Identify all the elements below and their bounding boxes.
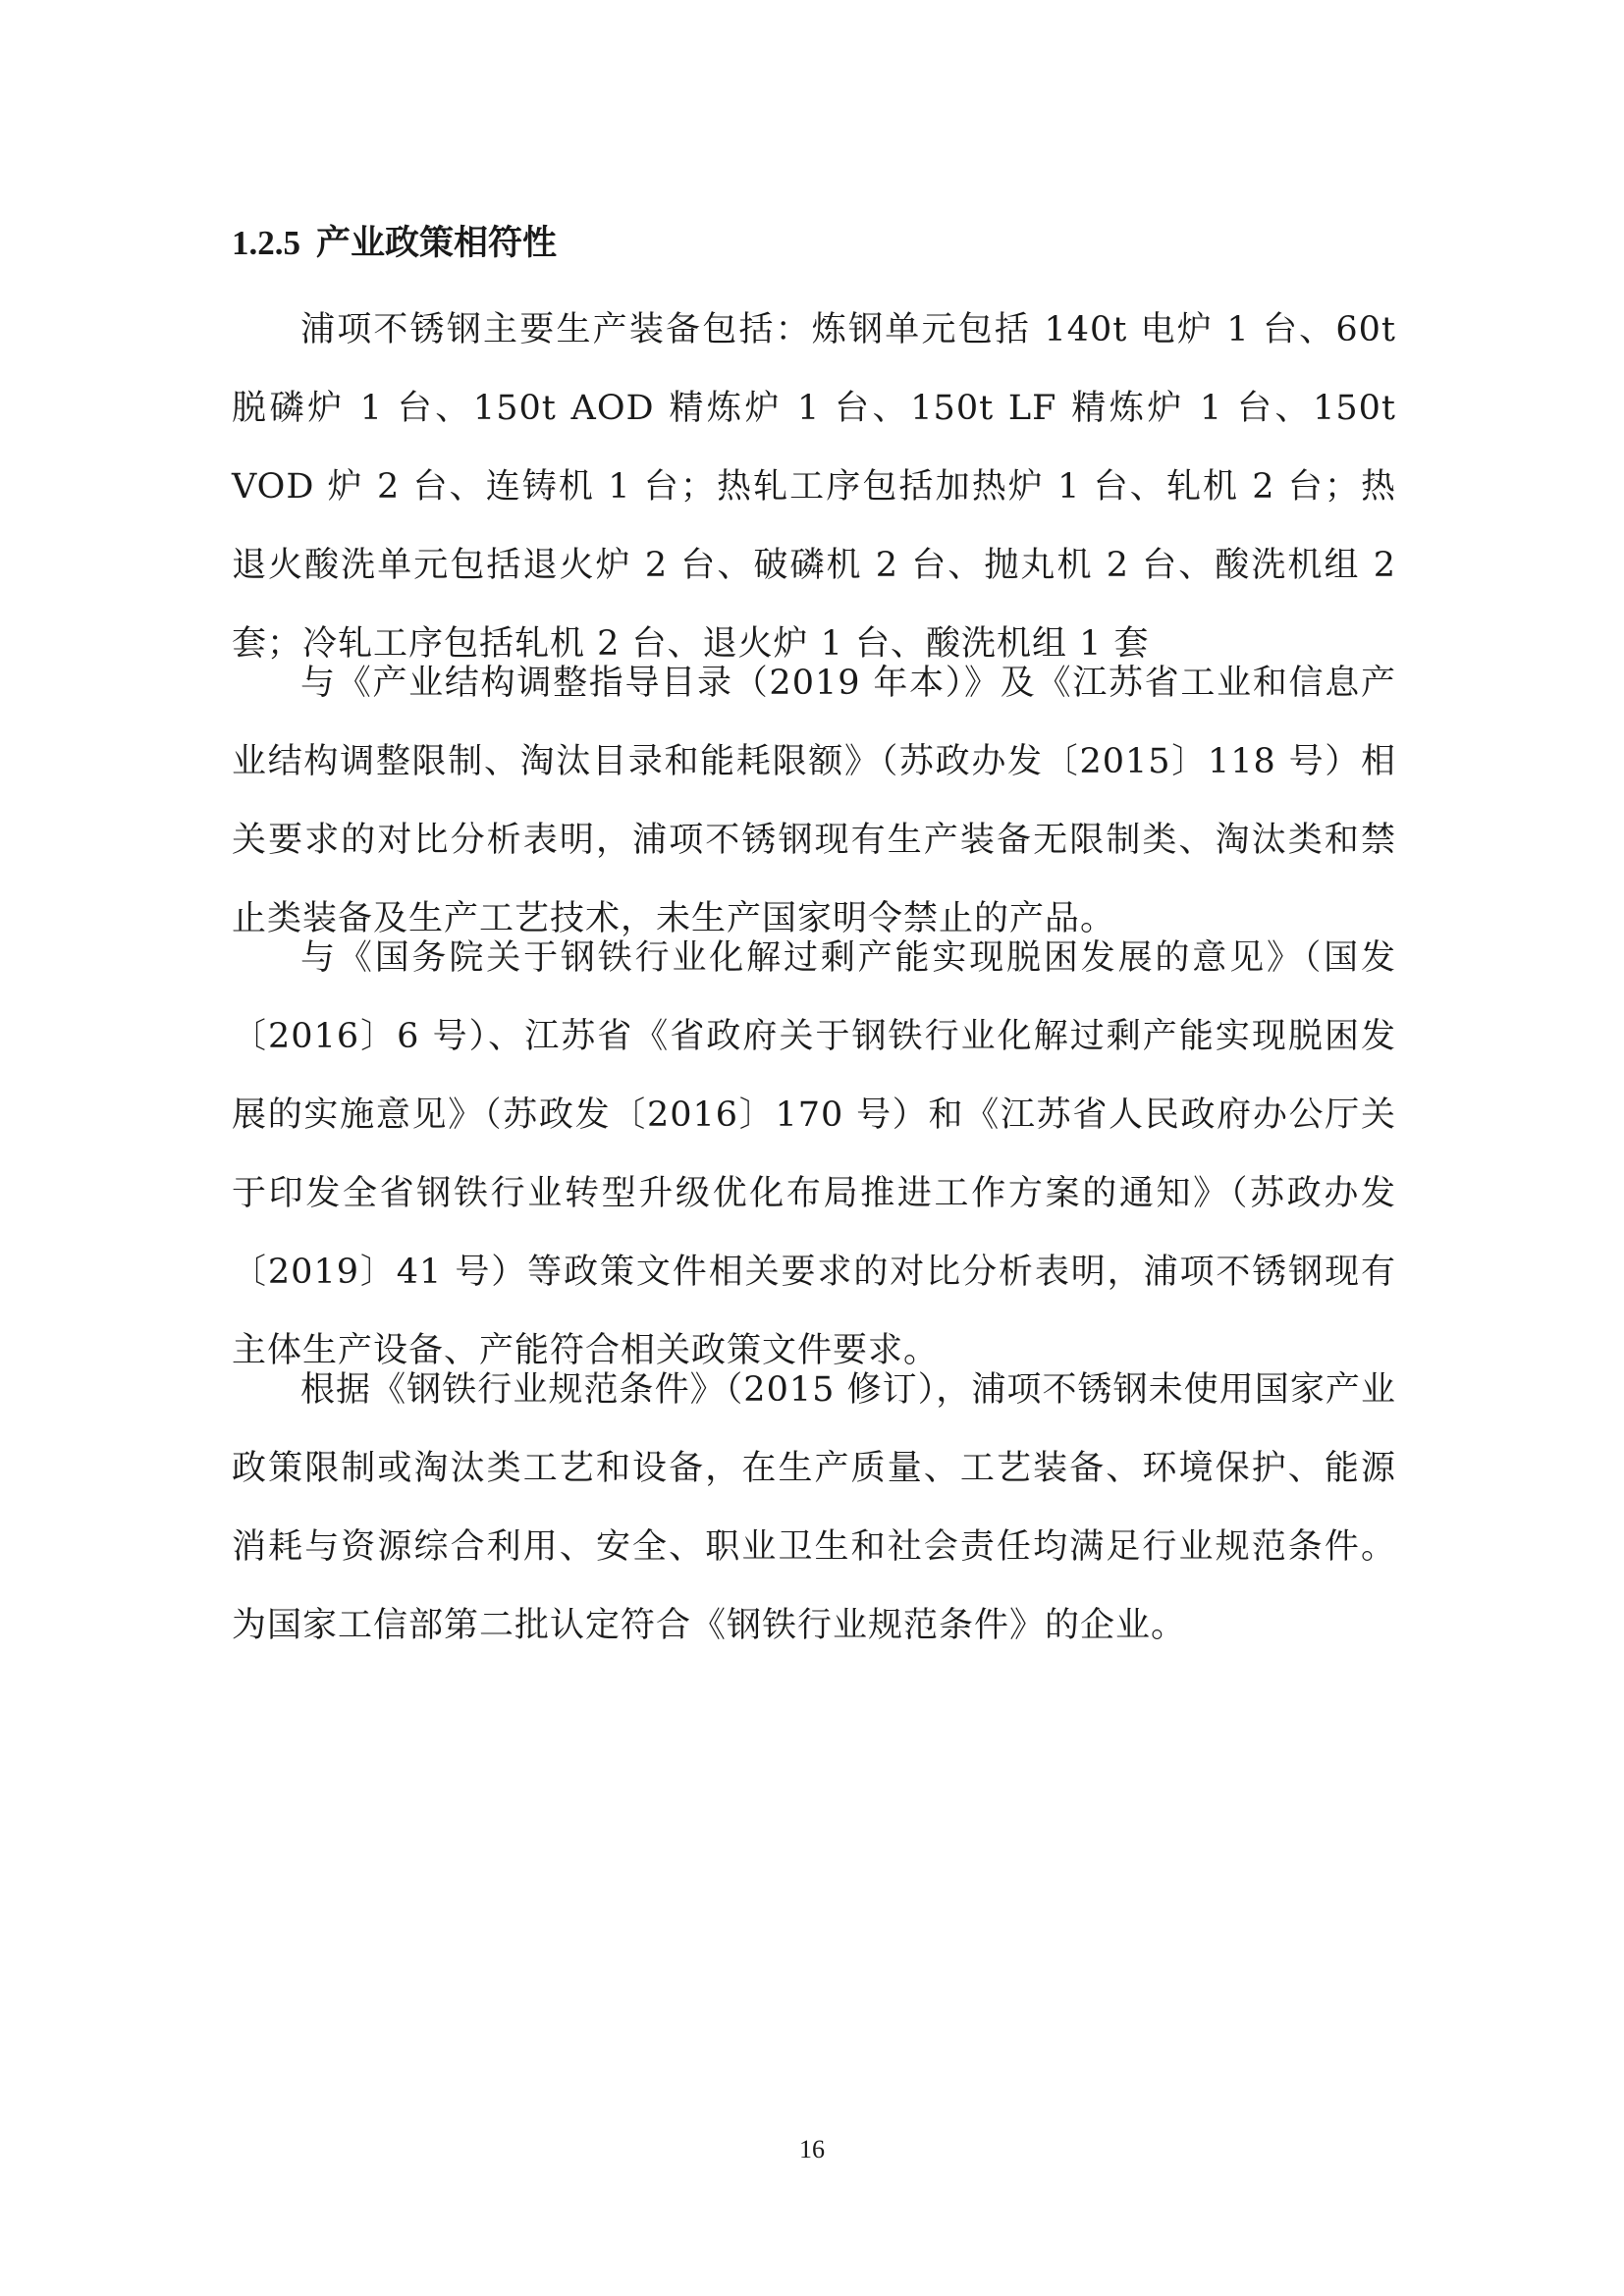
section-number: 1.2.5 bbox=[232, 224, 300, 262]
page-number: 16 bbox=[799, 2135, 825, 2163]
section-title: 产业政策相符性 bbox=[316, 223, 558, 263]
paragraph-overcapacity-policy: 与《国务院关于钢铁行业化解过剩产能实现脱困发展的意见》（国发〔2016〕6 号）、江苏省《省政府关于钢铁行业化解过剩产能实现脱困发展的实施意见》（苏政发〔2016〕170 号）和《江苏省人民政府办公厅关于印发全省钢铁行业转型升级优化布局推进工作方案的通知》（苏政办发〔2019〕41 号）等政策文件相关要求的对比分析表明，浦项不锈钢现有主体生产设备、产能符合相关政策文件要求。 bbox=[232, 938, 1396, 1370]
section-heading bbox=[232, 214, 557, 273]
paragraph-industry-catalog: 与《产业结构调整指导目录（2019 年本）》及《江苏省工业和信息产业结构调整限制、淘汰目录和能耗限额》（苏政办发〔2015〕118 号）相关要求的对比分析表明，浦项不锈钢现有生产装备无限制类、淘汰类和禁止类装备及生产工艺技术，未生产国家明令禁止的产品。 bbox=[232, 664, 1396, 938]
paragraph-equipment: 浦项不锈钢主要生产装备包括：炼钢单元包括 140t 电炉 1 台、60t 脱磷炉 1 台、150t AOD 精炼炉 1 台、150t LF 精炼炉 1 台、150t VOD 炉 2 台、连铸机 1 台；热轧工序包括加热炉 1 台、轧机 2 台；热退火酸洗单元包括退火炉 2 台、破磷机 2 台、抛丸机 2 台、酸洗机组 2 套；冷轧工序包括轧机 2 台、退火炉 1 台、酸洗机组 1 套 bbox=[232, 310, 1396, 664]
paragraph-industry-standards: 根据《钢铁行业规范条件》（2015 修订），浦项不锈钢未使用国家产业政策限制或淘汰类工艺和设备，在生产质量、工艺装备、环境保护、能源消耗与资源综合利用、安全、职业卫生和社会责任均满足行业规范条件。为国家工信部第二批认定符合《钢铁行业规范条件》的企业。 bbox=[232, 1370, 1396, 1645]
